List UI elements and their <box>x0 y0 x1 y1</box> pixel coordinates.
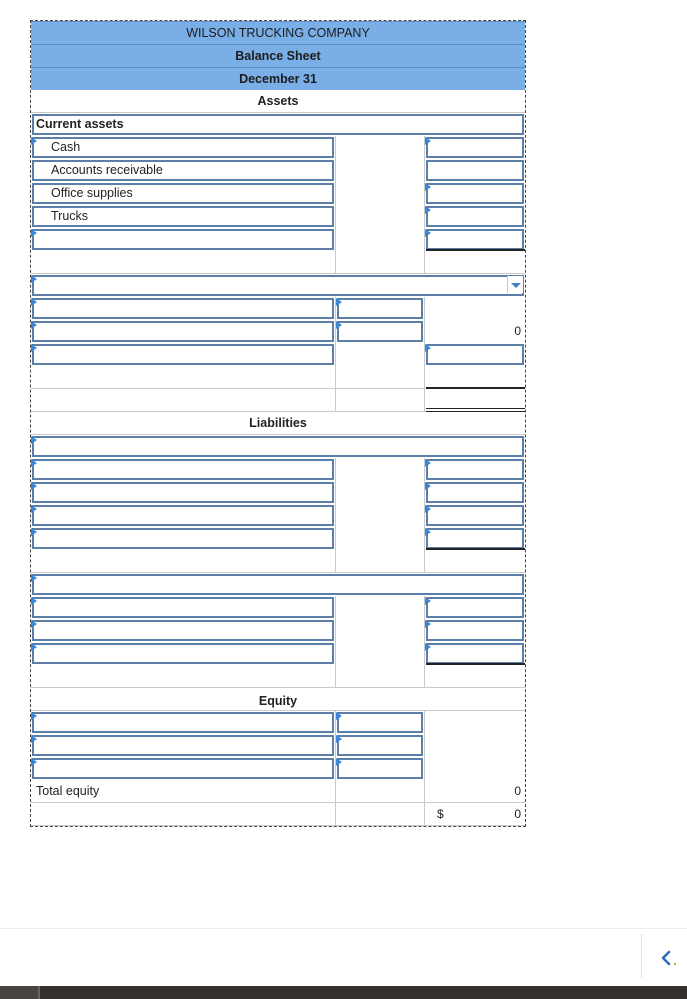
blue-triangle-icon <box>425 505 431 513</box>
liability-mid-cell-6 <box>335 619 424 642</box>
asset-total-row-1 <box>31 366 525 389</box>
liability-row-1 <box>31 458 525 481</box>
spacer-mid-cell <box>335 251 424 274</box>
equity-label-field-2[interactable] <box>32 735 334 756</box>
equity-right-cell-2 <box>424 734 525 757</box>
asset-total-mid-2 <box>335 389 424 412</box>
liabilities-category-field[interactable] <box>32 436 524 457</box>
blue-triangle-icon <box>425 459 431 467</box>
liability-amount-input-2[interactable] <box>426 482 524 503</box>
blue-triangle-icon <box>336 712 342 720</box>
liability-amount-input-7[interactable] <box>426 643 524 664</box>
blue-triangle-icon <box>425 482 431 490</box>
asset-sub-amount-input-2[interactable] <box>337 321 423 342</box>
asset-sub-row-3 <box>31 343 525 366</box>
currency-symbol: $ <box>437 807 444 821</box>
total-equity-mid <box>335 780 424 803</box>
office-supplies-label: Office supplies <box>51 186 133 200</box>
liability-spacer-row <box>31 550 525 573</box>
grand-total-row <box>31 803 525 826</box>
header-statement-row <box>31 44 525 67</box>
liabilities-heading: Liabilities <box>249 416 307 430</box>
blue-triangle-icon <box>31 574 37 582</box>
asset-sub-amount-input-3[interactable] <box>426 344 524 365</box>
office-supplies-amount-input[interactable] <box>426 183 524 204</box>
spacer-right-cell <box>424 251 525 274</box>
liability-label-field-1[interactable] <box>32 459 334 480</box>
blue-triangle-icon <box>31 229 37 237</box>
equity-amount-input-2[interactable] <box>337 735 423 756</box>
blue-triangle-icon <box>31 321 37 329</box>
liability-total-row <box>31 665 525 688</box>
liability-mid-cell-3 <box>335 504 424 527</box>
asset-blank-label-field[interactable] <box>32 229 334 250</box>
equity-row-1 <box>31 711 525 734</box>
equity-amount-input-3[interactable] <box>337 758 423 779</box>
asset-total-right-1 <box>424 366 525 389</box>
asset-sub-row-1 <box>31 297 525 320</box>
liability-mid-cell-2 <box>335 481 424 504</box>
blue-triangle-icon <box>31 712 37 720</box>
assets-heading-row <box>31 90 525 113</box>
asset-row-office-supplies <box>31 182 525 205</box>
blue-triangle-icon <box>425 620 431 628</box>
statement-title: Balance Sheet <box>235 49 321 63</box>
taskbar-start[interactable] <box>0 986 40 999</box>
blue-triangle-icon <box>425 597 431 605</box>
blue-triangle-icon <box>336 321 342 329</box>
asset-blank-mid-cell <box>335 228 424 251</box>
liability-total-right <box>424 665 525 688</box>
liability-spacer-mid <box>335 550 424 573</box>
grand-total-cell <box>424 803 525 826</box>
liability-row-6 <box>31 619 525 642</box>
asset-total-row-2 <box>31 389 525 412</box>
liability-total-mid <box>335 665 424 688</box>
grand-total-mid <box>335 803 424 826</box>
blue-triangle-icon <box>425 528 431 536</box>
accounts-receivable-mid-cell <box>335 159 424 182</box>
asset-subtotal-value: 0 <box>514 324 521 338</box>
blue-triangle-icon <box>31 758 37 766</box>
liability-mid-cell-7 <box>335 642 424 665</box>
footer-divider <box>0 928 687 929</box>
current-assets-row <box>31 113 525 136</box>
liability-row-2 <box>31 481 525 504</box>
total-equity-value: 0 <box>514 784 521 798</box>
asset-total-mid-1 <box>335 366 424 389</box>
liability-mid-cell-1 <box>335 458 424 481</box>
accounts-receivable-label: Accounts receivable <box>51 163 163 177</box>
asset-category-dropdown-row <box>31 274 525 297</box>
liabilities-category-row <box>31 435 525 458</box>
chevron-left-icon[interactable] <box>656 944 676 972</box>
liability-label-field-4[interactable] <box>32 528 334 549</box>
office-supplies-mid-cell <box>335 182 424 205</box>
liability-amount-input-3[interactable] <box>426 505 524 526</box>
asset-row-accounts-receivable <box>31 159 525 182</box>
blue-triangle-icon <box>31 482 37 490</box>
trucks-amount-input[interactable] <box>426 206 524 227</box>
taskbar <box>0 986 687 999</box>
blue-triangle-icon <box>31 528 37 536</box>
balance-sheet-worksheet <box>30 20 526 827</box>
asset-sub-amount-input-1[interactable] <box>337 298 423 319</box>
blue-triangle-icon <box>31 137 37 145</box>
liability-label-field-3[interactable] <box>32 505 334 526</box>
liability-row-7 <box>31 642 525 665</box>
blue-triangle-icon <box>31 597 37 605</box>
liabilities-category-row-2 <box>31 573 525 596</box>
nav-separator <box>641 934 642 978</box>
liability-amount-input-1[interactable] <box>426 459 524 480</box>
liability-mid-cell-4 <box>335 527 424 550</box>
asset-sub-right-cell-1 <box>424 297 525 320</box>
asset-total-right-2 <box>424 389 525 412</box>
liability-label-field-2[interactable] <box>32 482 334 503</box>
assets-heading: Assets <box>257 94 299 108</box>
liability-label-field-7[interactable] <box>32 643 334 664</box>
blue-triangle-icon <box>425 137 431 145</box>
blue-triangle-icon <box>31 459 37 467</box>
asset-blank-amount-input[interactable] <box>426 229 524 250</box>
liability-row-5 <box>31 596 525 619</box>
liability-mid-cell-5 <box>335 596 424 619</box>
asset-row-trucks <box>31 205 525 228</box>
blue-triangle-icon <box>336 735 342 743</box>
cash-amount-input[interactable] <box>426 137 524 158</box>
blue-triangle-icon <box>31 275 37 283</box>
liability-label-field-5[interactable] <box>32 597 334 618</box>
asset-category-select[interactable] <box>32 275 524 296</box>
blue-triangle-icon <box>31 620 37 628</box>
total-equity-label: Total equity <box>36 784 100 798</box>
blue-triangle-icon <box>31 298 37 306</box>
liability-row-4 <box>31 527 525 550</box>
blue-triangle-icon <box>31 735 37 743</box>
asset-row-cash <box>31 136 525 159</box>
liability-label-field-6[interactable] <box>32 620 334 641</box>
grand-total-value: 0 <box>514 807 521 821</box>
equity-right-cell-3 <box>424 757 525 780</box>
liability-spacer-right <box>424 550 525 573</box>
cash-label: Cash <box>51 140 81 154</box>
equity-row-3 <box>31 757 525 780</box>
company-name: WILSON TRUCKING COMPANY <box>186 26 370 40</box>
asset-spacer-row <box>31 251 525 274</box>
blue-triangle-icon <box>425 643 431 651</box>
liability-amount-input-5[interactable] <box>426 597 524 618</box>
blue-triangle-icon <box>31 643 37 651</box>
equity-amount-input-1[interactable] <box>337 712 423 733</box>
liability-amount-input-4[interactable] <box>426 528 524 549</box>
blue-triangle-icon <box>336 758 342 766</box>
trucks-mid-cell <box>335 205 424 228</box>
accounts-receivable-amount-input[interactable] <box>426 160 524 181</box>
equity-row-2 <box>31 734 525 757</box>
equity-heading-row <box>31 688 525 711</box>
blue-triangle-icon <box>425 206 431 214</box>
blue-triangle-icon <box>31 505 37 513</box>
statement-date: December 31 <box>239 72 317 86</box>
cash-mid-cell <box>335 136 424 159</box>
trucks-label: Trucks <box>51 209 89 223</box>
blue-triangle-icon <box>425 344 431 352</box>
equity-label-field-3[interactable] <box>32 758 334 779</box>
header-date-row <box>31 67 525 90</box>
total-equity-cell <box>424 780 525 803</box>
blue-triangle-icon <box>425 229 431 237</box>
asset-sub-label-field-3[interactable] <box>32 344 334 365</box>
asset-row-blank <box>31 228 525 251</box>
asset-sub-mid-cell-3 <box>335 343 424 366</box>
asset-subtotal-cell <box>424 320 525 343</box>
liability-amount-input-6[interactable] <box>426 620 524 641</box>
equity-label-field-1[interactable] <box>32 712 334 733</box>
liability-row-3 <box>31 504 525 527</box>
asset-sub-label-field-1[interactable] <box>32 298 334 319</box>
blue-triangle-icon <box>31 436 37 444</box>
asset-sub-label-field-2[interactable] <box>32 321 334 342</box>
blue-triangle-icon <box>425 183 431 191</box>
blue-triangle-icon <box>336 298 342 306</box>
equity-right-cell-1 <box>424 711 525 734</box>
total-equity-row <box>31 780 525 803</box>
blue-triangle-icon <box>31 344 37 352</box>
header-company-row <box>31 21 525 44</box>
asset-sub-row-2 <box>31 320 525 343</box>
liabilities-category-field-2[interactable] <box>32 574 524 595</box>
current-assets-label: Current assets <box>36 117 124 131</box>
equity-heading: Equity <box>258 694 298 708</box>
liabilities-heading-row <box>31 412 525 435</box>
chevron-down-icon[interactable] <box>507 276 523 293</box>
